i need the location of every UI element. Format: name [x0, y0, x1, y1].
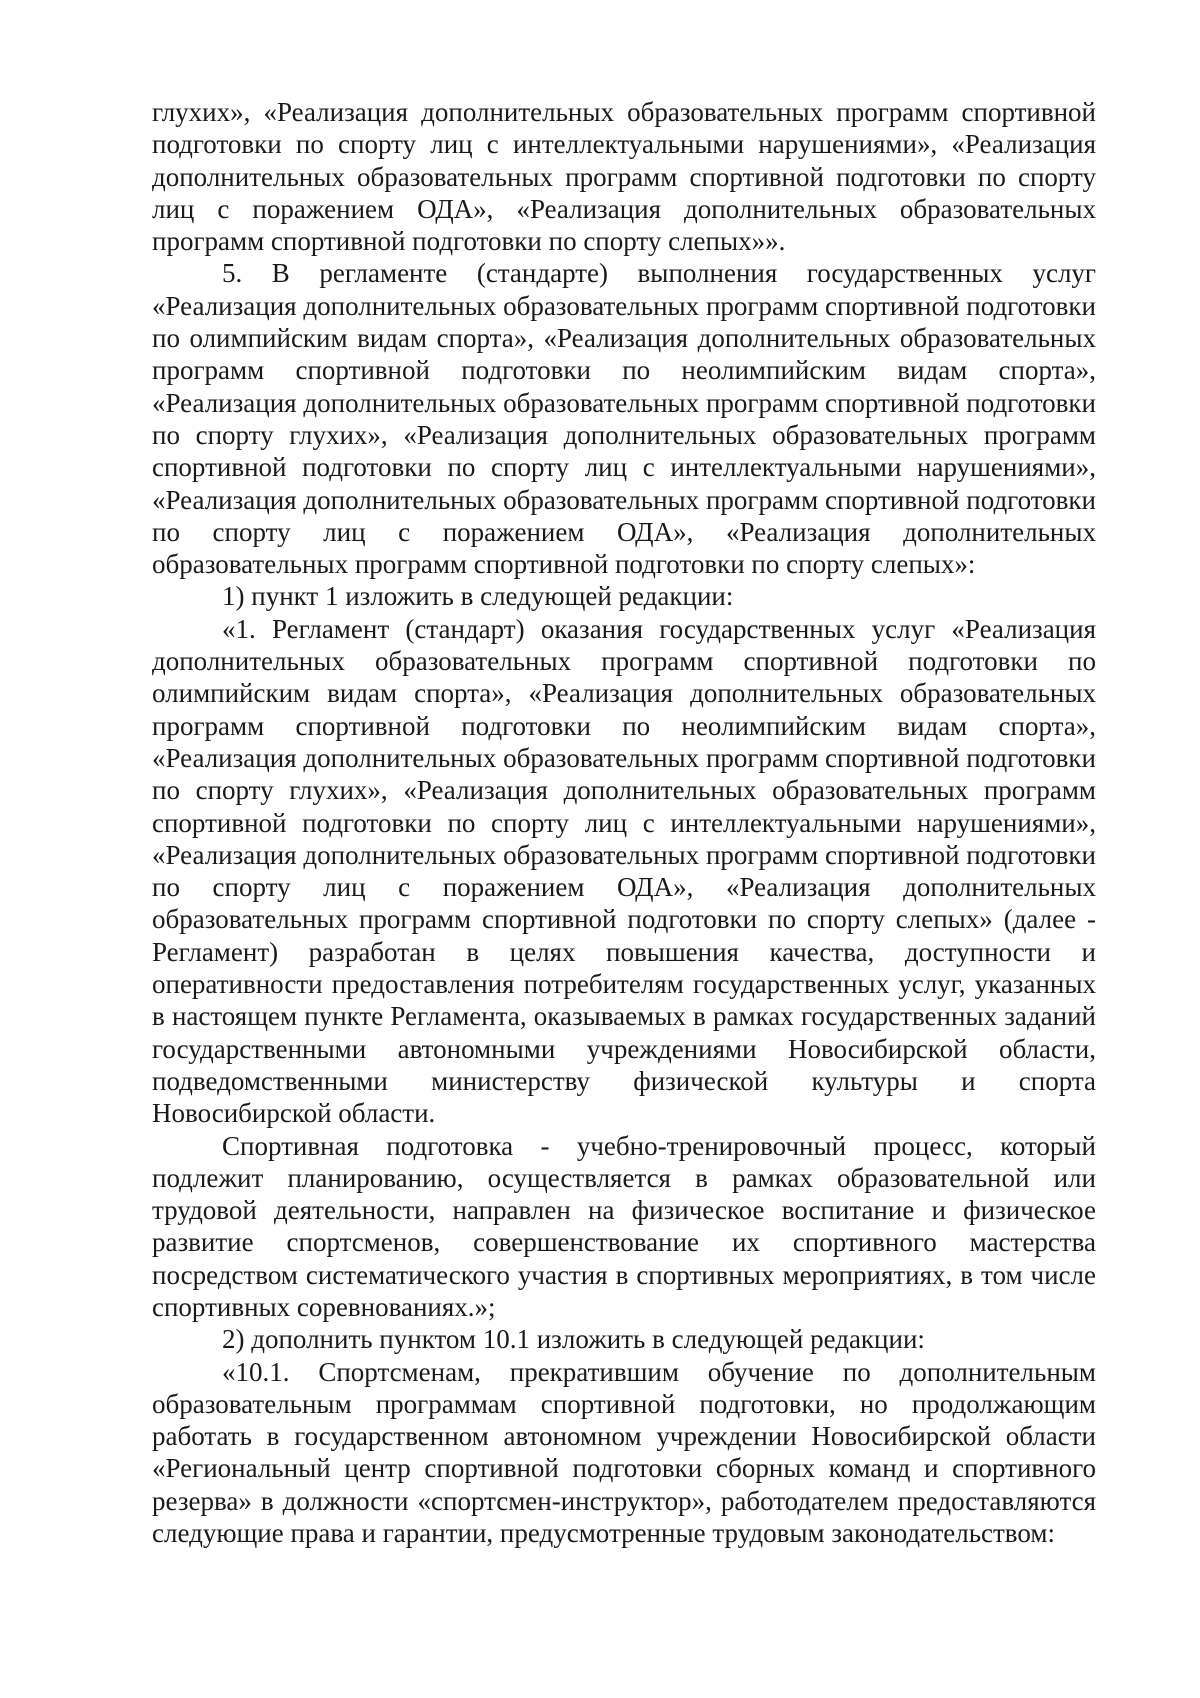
paragraph-definition: Спортивная подготовка - учебно-тренировочный процесс, который подлежит планированию, осуществляется в рамках образовательной или трудовой деятельности, направлен на физическое воспитание и физическое развитие спортсменов, совершенствование их спортивного мастерства посредством систематического участия в спортивных мероприятиях, в том числе спортивных соревнованиях.»;	[152, 1130, 1096, 1322]
paragraph-subitem-2: 2) дополнить пунктом 10.1 изложить в следующей редакции:	[222, 1324, 925, 1355]
paragraph-quote-1: «1. Регламент (стандарт) оказания государственных услуг «Реализация дополнительных образовательных программ спортивной подготовки по олимпийским видам спорта», «Реализация дополнительных образовательных программ спортивной подготовки по неолимпийским видам спорта», «Реализация дополнительных образовательных программ спортивной подготовки по спорту глухих», «Реализация дополнительных образовательных программ спортивной подготовки по спорту лиц с интеллектуальными нарушениями», «Реализация дополнительных образовательных программ спортивной подготовки по спорту лиц с поражением ОДА», «Реализация дополнительных образовательных программ спортивной подготовки по спорту слепых» (далее - Регламент) разработан в целях повышения качества, доступности и оперативности предоставления потребителям государственных услуг, указанных в настоящем пункте Регламента, оказываемых в рамках государственных заданий государственными автономными учреждениями Новосибирской области, подведомственными министерству физической культуры и спорта Новосибирской области.	[152, 613, 1096, 1129]
paragraph-item-5: 5. В регламенте (стандарте) выполнения государственных услуг «Реализация дополнительных образовательных программ спортивной подготовки по олимпийским видам спорта», «Реализация дополнительных образовательных программ спортивной подготовки по неолимпийским видам спорта», «Реализация дополнительных образовательных программ спортивной подготовки по спорту глухих», «Реализация дополнительных образовательных программ спортивной подготовки по спорту лиц с интеллектуальными нарушениями», «Реализация дополнительных образовательных программ спортивной подготовки по спорту лиц с поражением ОДА», «Реализация дополнительных образовательных программ спортивной подготовки по спорту слепых»:	[152, 258, 1096, 580]
document-page	[152, 96, 1096, 1549]
paragraph-subitem-1: 1) пункт 1 изложить в следующей редакции:	[222, 581, 734, 612]
paragraph-continuation: глухих», «Реализация дополнительных образовательных программ спортивной подготовки по спорту лиц с интеллектуальными нарушениями», «Реализация дополнительных образовательных программ спортивной подготовки по спорту лиц с поражением ОДА», «Реализация дополнительных образовательных программ спортивной подготовки по спорту слепых»».	[152, 97, 1096, 257]
paragraph-quote-10-1: «10.1. Спортсменам, прекратившим обучение по дополнительным образовательным программам спортивной подготовки, но продолжающим работать в государственном автономном учреждении Новосибирской области «Региональный центр спортивной подготовки сборных команд и спортивного резерва» в должности «спортсмен-инструктор», работодателем предоставляются следующие права и гарантии, предусмотренные трудовым законодательством:	[152, 1356, 1096, 1549]
